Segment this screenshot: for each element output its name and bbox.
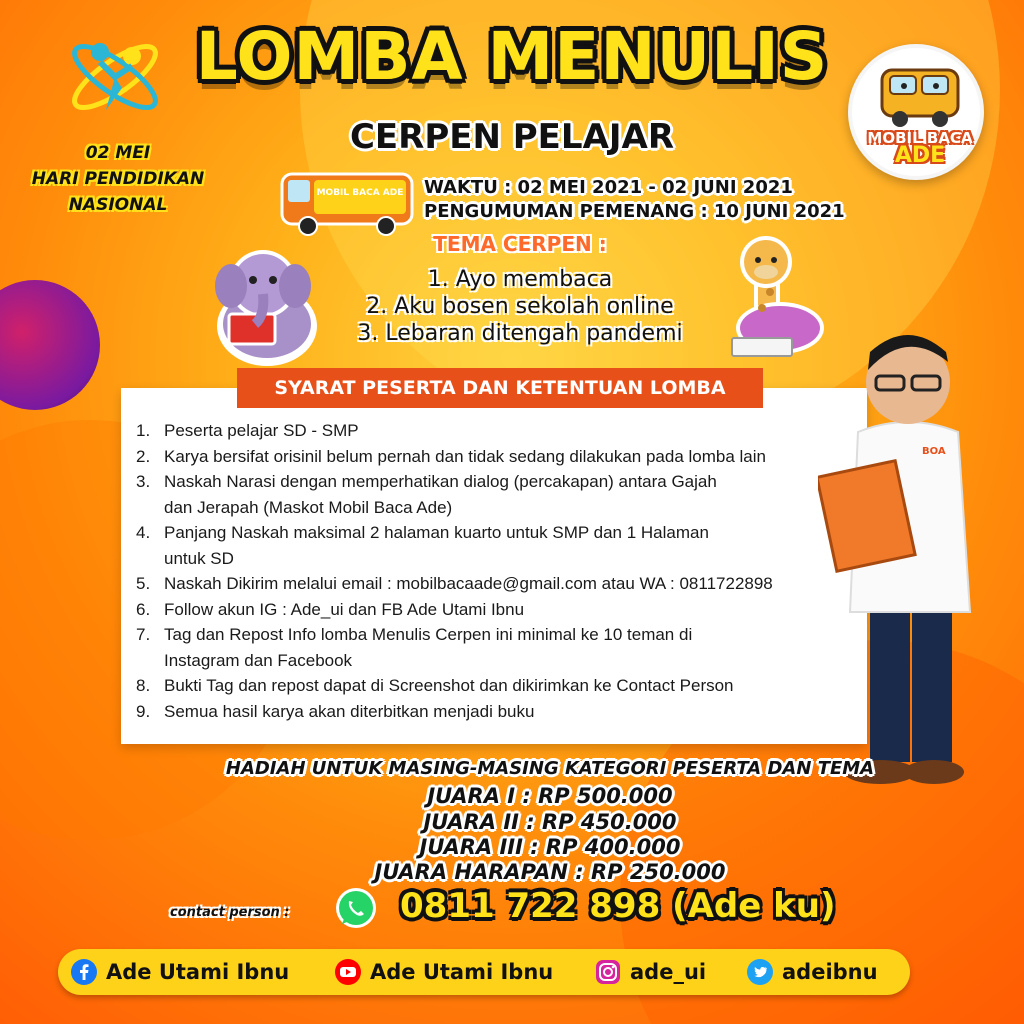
- rule-text: Naskah Dikirim melalui email : mobilbacaade@gmail.com atau WA : 0811722898: [164, 574, 773, 593]
- social-facebook[interactable]: [70, 958, 289, 986]
- prize-item: JUARA II : RP 450.000: [423, 810, 677, 834]
- rule-number: 3.: [136, 472, 151, 491]
- rule-number: 4.: [136, 523, 151, 542]
- bus-illustration-icon: [278, 170, 418, 238]
- rule-text: Peserta pelajar SD - SMP: [164, 421, 359, 440]
- social-label: ade_ui: [630, 960, 707, 984]
- giraffe-mascot-icon: [710, 232, 830, 366]
- rule-text: Follow akun IG : Ade_ui dan FB Ade Utami Ibnu: [164, 599, 525, 619]
- bus-icon: [876, 64, 964, 130]
- rule-number: 1.: [136, 421, 151, 440]
- rule-number: 7.: [136, 625, 151, 644]
- rule-number: 9.: [136, 701, 151, 721]
- twitter-icon: [746, 958, 774, 986]
- schedule-waktu: WAKTU : 02 MEI 2021 - 02 JUNI 2021: [424, 177, 793, 198]
- rule-number: 5.: [136, 574, 151, 593]
- rule-item: [136, 597, 856, 623]
- date-line: NASIONAL: [68, 195, 168, 215]
- tema-title: TEMA CERPEN :: [433, 232, 607, 256]
- contact-person-label: contact person :: [170, 905, 290, 920]
- man-with-book-illustration: [818, 322, 988, 802]
- prize-heading: HADIAH UNTUK MASING-MASING KATEGORI PESERTA DAN TEMA: [225, 758, 875, 779]
- social-instagram[interactable]: [594, 958, 706, 986]
- bus-label: MOBIL BACA ADE: [316, 188, 404, 198]
- rule-text: Karya bersifat orisinil belum pernah dan tidak sedang dilakukan pada lomba lain: [164, 446, 766, 466]
- rule-number: 2.: [136, 446, 151, 466]
- tema-item: 3. Lebaran ditengah pandemi: [357, 321, 683, 346]
- rules-list: [136, 418, 856, 724]
- logo-text: [852, 129, 988, 168]
- mobil-baca-ade-logo: [848, 44, 984, 180]
- social-label: Ade Utami Ibnu: [106, 960, 290, 984]
- logo-text-line: MOBIL BACA: [867, 129, 973, 147]
- rule-text: Bukti Tag dan repost dapat di Screenshot dan dikirimkan ke Contact Person: [164, 676, 734, 695]
- schedule-info: [424, 176, 845, 224]
- rule-number: 6.: [136, 599, 151, 619]
- tema-item: 1. Ayo membaca: [427, 267, 613, 292]
- rule-item: [136, 418, 856, 444]
- rule-item: [136, 622, 856, 673]
- social-label: Ade Utami Ibnu: [370, 960, 554, 984]
- facebook-icon: [70, 958, 98, 986]
- rule-item: [136, 469, 856, 520]
- instagram-icon: [594, 958, 622, 986]
- rule-item: [136, 673, 856, 699]
- rule-text: Tag dan Repost Info lomba Menulis Cerpen ini minimal ke 10 teman di Instagram dan Facebook: [164, 625, 693, 670]
- logo-text-line: ADE: [894, 143, 946, 168]
- rule-text: Panjang Naskah maksimal 2 halaman kuarto untuk SMP dan 1 Halaman untuk SD: [164, 523, 709, 568]
- rule-item: [136, 571, 856, 597]
- whatsapp-icon[interactable]: [334, 886, 378, 930]
- youtube-icon: [334, 958, 362, 986]
- rule-text: Semua hasil karya akan diterbitkan menjadi buku: [164, 701, 535, 721]
- social-label: adeibnu: [782, 960, 878, 984]
- elephant-mascot-icon: [205, 238, 325, 368]
- rule-item: [136, 520, 856, 571]
- tema-item: 2. Aku bosen sekolah online: [366, 294, 674, 319]
- schedule-pengumuman: PENGUMUMAN PEMENANG : 10 JUNI 2021: [424, 201, 845, 222]
- prize-item: JUARA HARAPAN : RP 250.000: [374, 860, 726, 884]
- shirt-logo: BOA: [922, 446, 946, 457]
- rule-item: [136, 699, 856, 725]
- date-line: 02 MEI: [85, 143, 151, 163]
- prize-item: JUARA I : RP 500.000: [427, 784, 673, 808]
- rule-number: 8.: [136, 676, 151, 695]
- date-line: HARI PENDIDIKAN: [31, 169, 205, 189]
- social-youtube[interactable]: [334, 958, 553, 986]
- rule-text: Naskah Narasi dengan memperhatikan dialog (percakapan) antara Gajah dan Jerapah (Maskot Mobil Baca Ade): [164, 472, 717, 517]
- social-twitter[interactable]: [746, 958, 878, 986]
- rule-item: [136, 444, 856, 470]
- contact-number[interactable]: 0811 722 898 (Ade ku): [400, 886, 836, 926]
- page-subtitle: CERPEN PELAJAR: [349, 117, 675, 157]
- page-title: LOMBA MENULIS: [195, 18, 829, 95]
- prize-item: JUARA III : RP 400.000: [419, 835, 681, 859]
- rules-header: SYARAT PESERTA DAN KETENTUAN LOMBA: [237, 368, 763, 408]
- date-badge: [18, 140, 218, 218]
